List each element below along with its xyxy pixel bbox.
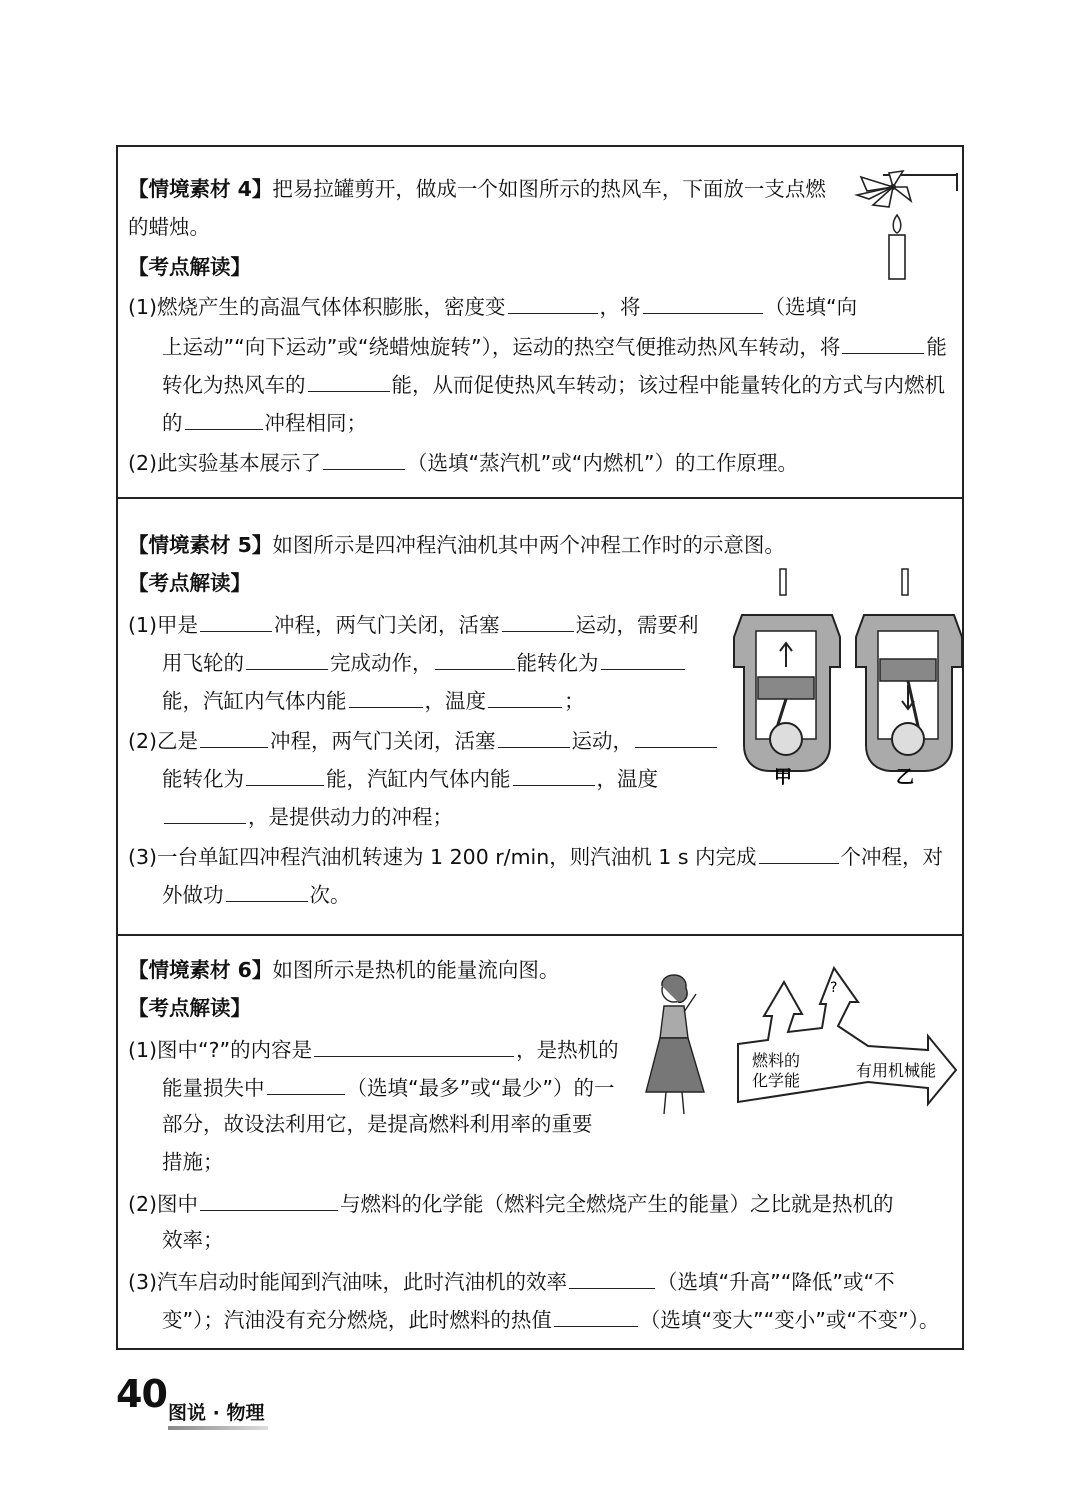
footer-decoration [168, 1426, 268, 1430]
section-4-q2: (2)此实验基本展示了 （选填“蒸汽机”或“内燃机”）的工作原理。 [128, 451, 799, 475]
page-number: 40 [116, 1372, 167, 1416]
answer-blank[interactable] [435, 649, 515, 670]
section-6-kaodian: 【考点解读】 [128, 996, 251, 1020]
fig-fuel-label-1: 燃料的 [752, 1051, 801, 1070]
section-5-kaodian: 【考点解读】 [128, 571, 251, 595]
section-6-q1-line3: 部分，故设法利用它，是提高燃料利用率的重要 [162, 1112, 593, 1136]
section-4-q1-line1: (1)燃烧产生的高温气体体积膨胀，密度变 ，将 （选填“向 [128, 295, 858, 319]
fig-useful-label: 有用机械能 [856, 1061, 937, 1080]
energy-arrows-icon [738, 968, 956, 1104]
answer-blank[interactable] [498, 727, 570, 748]
engine-yi-icon [856, 569, 962, 787]
girl-figure-icon [646, 975, 704, 1114]
answer-blank[interactable] [246, 649, 328, 670]
answer-blank[interactable] [308, 371, 390, 392]
content-frame [116, 145, 964, 1350]
answer-blank[interactable] [349, 687, 423, 708]
answer-blank[interactable] [200, 611, 272, 632]
section-6 [118, 936, 962, 1350]
answer-blank[interactable] [601, 649, 685, 670]
fig-question-mark: ? [830, 980, 838, 996]
energy-flow-figure [638, 942, 962, 1122]
section-4-q1-line2: 上运动”“向下运动”或“绕蜡烛旋转”），运动的热空气便推动热风车转动，将 能 [162, 335, 947, 359]
section-6-heading: 【情境素材 6】 [128, 958, 273, 982]
answer-blank[interactable] [643, 293, 763, 314]
section-4-intro-line1: 【情境素材 4】把易拉罐剪开，做成一个如图所示的热风车，下面放一支点燃 [128, 177, 826, 201]
answer-blank[interactable] [842, 333, 924, 354]
answer-blank[interactable] [323, 449, 405, 470]
answer-blank[interactable] [267, 1074, 345, 1095]
fig-label-yi: 乙 [896, 767, 914, 787]
section-6-q3-line2: 变”）；汽油没有充分燃烧，此时燃料的热值 （选填“变大”“变小”或“不变”）。 [162, 1308, 940, 1332]
section-5 [118, 499, 962, 936]
answer-blank[interactable] [508, 293, 598, 314]
answer-blank[interactable] [502, 611, 574, 632]
answer-blank[interactable] [635, 727, 717, 748]
section-4-intro-line2: 的蜡烛。 [128, 215, 210, 239]
answer-blank[interactable] [314, 1036, 514, 1057]
answer-blank[interactable] [226, 881, 308, 902]
section-6-q1-line1: (1)图中“?”的内容是 ，是热机的 [128, 1038, 619, 1062]
book-title: 图说 · 物理 [168, 1402, 265, 1424]
answer-blank[interactable] [164, 803, 246, 824]
answer-blank[interactable] [246, 765, 324, 786]
section-5-q3-line1: (3)一台单缸四冲程汽油机转速为 1 200 r/min，则汽油机 1 s 内完成 个冲程，对 [128, 845, 944, 869]
section-5-intro: 【情境素材 5】如图所示是四冲程汽油机其中两个冲程工作时的示意图。 [128, 533, 785, 557]
answer-blank[interactable] [759, 843, 839, 864]
answer-blank[interactable] [569, 1268, 655, 1289]
section-4 [118, 147, 962, 499]
section-6-q1-line4: 措施； [162, 1150, 224, 1174]
section-5-q1-line2: 用飞轮的 完成动作， 能转化为 [162, 649, 687, 675]
section-5-q1-line3: 能，汽缸内气体内能 ，温度 ； [162, 689, 585, 713]
section-4-q1-line4: 的 冲程相同； [162, 411, 367, 435]
answer-blank[interactable] [200, 1190, 338, 1211]
answer-blank[interactable] [200, 727, 268, 748]
section-6-intro: 【情境素材 6】如图所示是热机的能量流向图。 [128, 958, 560, 982]
fig-label-jia: 甲 [774, 767, 792, 787]
section-5-q3-line2: 外做功 次。 [162, 883, 351, 907]
engine-stroke-figure [732, 567, 962, 787]
section-4-kaodian: 【考点解读】 [128, 255, 251, 279]
answer-blank[interactable] [185, 409, 263, 430]
engine-jia-icon [734, 569, 840, 787]
answer-blank[interactable] [513, 765, 595, 786]
section-4-q1-line3: 转化为热风车的 能，从而促使热风车转动；该过程中能量转化的方式与内燃机 [162, 373, 945, 397]
section-5-q2-line2: 能转化为 能，汽缸内气体内能 ，温度 [162, 767, 658, 791]
section-5-q1-line1: (1)甲是 冲程，两气门关闭，活塞 运动，需要利 [128, 613, 699, 637]
section-5-heading: 【情境素材 5】 [128, 533, 273, 557]
section-5-q2-line3: ，是提供动力的冲程； [162, 803, 453, 829]
section-6-q2-line1: (2)图中 与燃料的化学能（燃料完全燃烧产生的能量）之比就是热机的 [128, 1192, 894, 1216]
fig-fuel-label-2: 化学能 [752, 1071, 801, 1090]
answer-blank[interactable] [554, 1306, 638, 1327]
section-6-q2-line2: 效率； [162, 1228, 224, 1252]
pinwheel-candle-figure [853, 165, 959, 283]
section-4-heading: 【情境素材 4】 [128, 177, 273, 201]
answer-blank[interactable] [488, 687, 562, 708]
section-6-q3-line1: (3)汽车启动时能闻到汽油味，此时汽油机的效率 （选填“升高”“降低”或“不 [128, 1270, 895, 1294]
section-5-q2-line1: (2)乙是 冲程，两气门关闭，活塞 运动， [128, 727, 719, 753]
section-6-q1-line2: 能量损失中 （选填“最多”或“最少”）的一 [162, 1076, 615, 1100]
